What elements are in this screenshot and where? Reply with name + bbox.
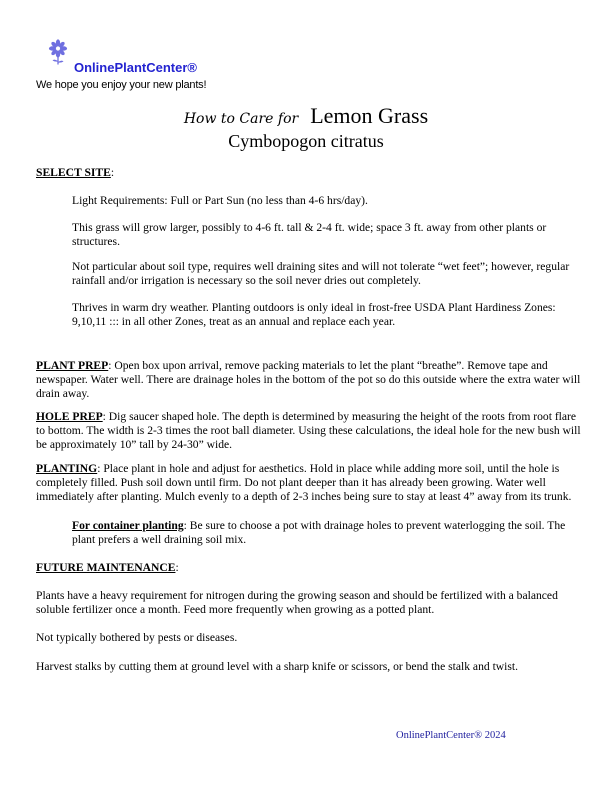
light-requirements: Light Requirements: Full or Part Sun (no less than 4-6 hrs/day). <box>72 194 368 207</box>
future-maintenance-heading: FUTURE MAINTENANCE: <box>36 561 179 574</box>
weather-zones: Thrives in warm dry weather. Planting outdoors is only ideal in frost-free USDA Plant Hardiness Zones: 9,10,11 ::: in all other Zones, treat as an annual and replace each year. <box>72 301 556 328</box>
soil-requirements: Not particular about soil type, requires well draining sites and will not tolerate “wet feet”; however, regular rainfall and/or irrigation is necessary so the soil never dries out completely. <box>72 260 570 287</box>
fertilizer-text: Plants have a heavy requirement for nitrogen during the growing season and should be fertilized with a balanced soluble fertilizer once a month. Feed more frequently when growing as a potted plant. <box>36 589 558 616</box>
plant-name: Lemon Grass <box>310 103 429 128</box>
pests-text: Not typically bothered by pests or diseases. <box>36 631 238 644</box>
select-site-heading: SELECT SITE: <box>36 166 115 179</box>
size-spacing: This grass will grow larger, possibly to 4-6 ft. tall & 2-4 ft. wide; space 3 ft. away from other plants or structures. <box>72 221 547 248</box>
brand-name: OnlinePlantCenter® <box>74 60 197 75</box>
planting-section: PLANTING: Place plant in hole and adjust for aesthetics. Hold in place while adding more soil, until the hole is completely filled. Push soil down until firm. Do not plant deeper than it has already been growing. Water well immediately after planting. Mulch evenly to a depth of 2-3 inches being sure to stay at least 4” away from its trunk. <box>36 462 572 503</box>
page-title <box>0 103 612 129</box>
how-to-care-label: How to Care for <box>183 111 299 127</box>
scientific-name: Cymbopogon citratus <box>228 131 384 151</box>
footer-copyright: OnlinePlantCenter® 2024 <box>396 730 506 741</box>
flower-icon <box>46 39 70 65</box>
tagline: We hope you enjoy your new plants! <box>36 79 207 91</box>
container-planting: For container planting: Be sure to choose a pot with drainage holes to prevent waterlogging the soil. The plant prefers a well draining soil mix. <box>72 519 566 546</box>
plant-prep-section: PLANT PREP: Open box upon arrival, remove packing materials to let the plant “breathe”. Remove tape and newspaper. Water well. There are drainage holes in the bottom of the pot so do this outside where the extra water will drain away. <box>36 359 581 400</box>
hole-prep-section: HOLE PREP: Dig saucer shaped hole. The depth is determined by measuring the height of the roots from root flare to bottom. The width is 2-3 times the root ball diameter. Using these calculations, the ideal hole for the new bush will be approximately 10” tall by 24-30” wide. <box>36 410 581 451</box>
harvest-text: Harvest stalks by cutting them at ground level with a sharp knife or scissors, or bend the stalk and twist. <box>36 660 519 673</box>
